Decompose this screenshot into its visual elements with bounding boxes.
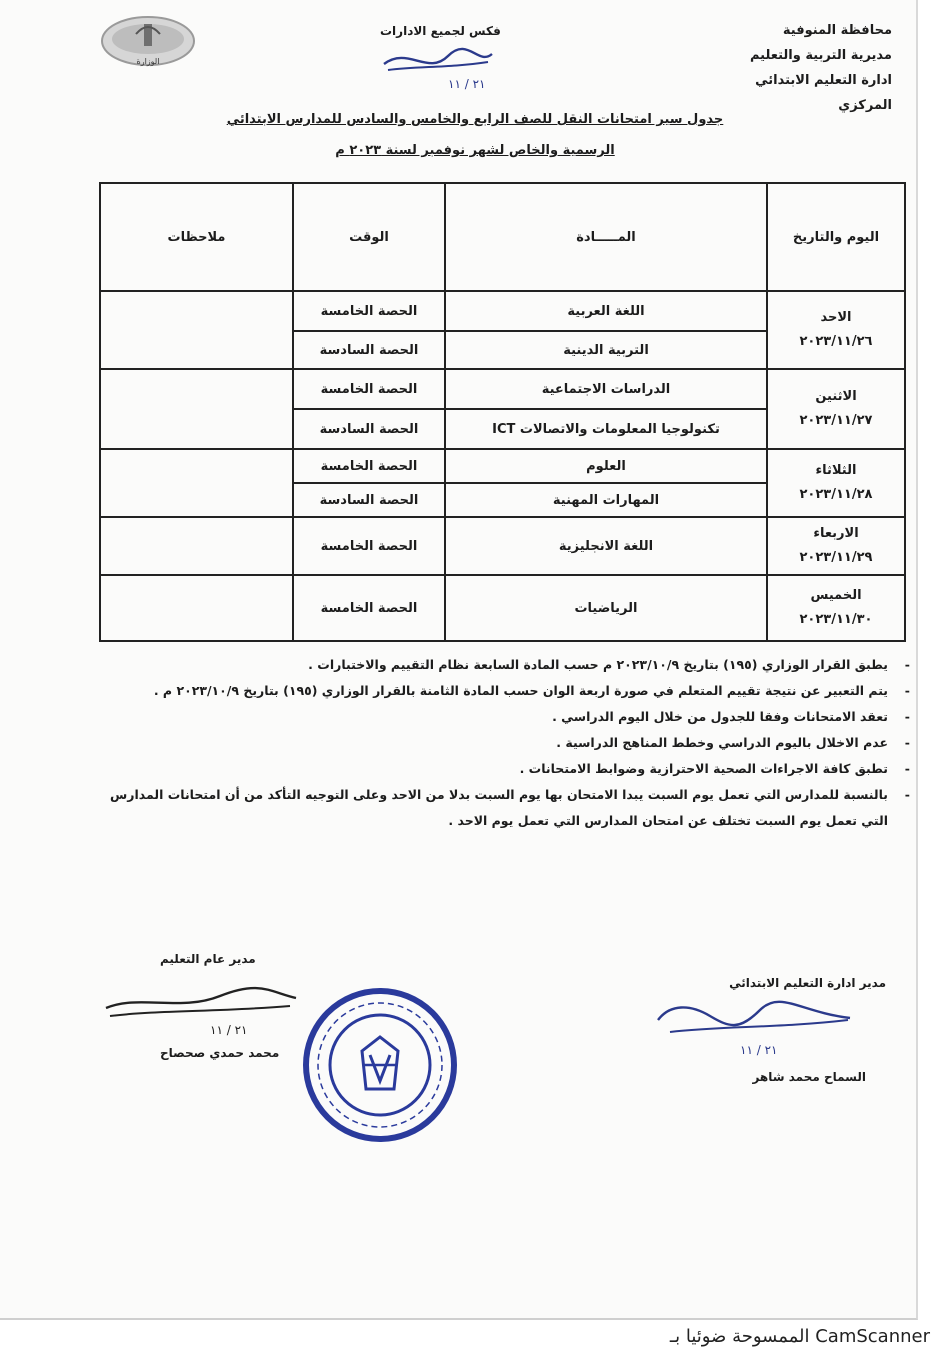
header-notes: ملاحظات	[100, 183, 293, 291]
header-line-governorate: محافظة المنوفية	[782, 23, 892, 38]
time-cell: الحصة السادسة	[293, 409, 445, 449]
notes-cell	[100, 449, 293, 517]
time-cell: الحصة الخامسة	[293, 369, 445, 409]
fax-note: فكس لجميع الادارات	[380, 24, 501, 38]
subject-cell: اللغة الانجليزية	[445, 517, 767, 575]
table-row	[100, 517, 905, 575]
subject-cell: الدراسات الاجتماعية	[445, 369, 767, 409]
day-cell-tuesday	[767, 449, 905, 517]
notes-cell	[100, 575, 293, 641]
subject-cell: المهارات المهنية	[445, 483, 767, 517]
day-date: ٢٠٢٣/١١/٢٩	[799, 550, 873, 565]
table-header-row	[100, 183, 905, 291]
primary-director-signature	[650, 990, 860, 1060]
day-name: الاحد	[820, 310, 852, 325]
subject-cell: العلوم	[445, 449, 767, 483]
header-line-directorate: مديرية التربية والتعليم	[749, 48, 892, 63]
exam-schedule-table	[99, 182, 906, 642]
day-cell-monday	[767, 369, 905, 449]
day-name: الاربعاء	[813, 526, 859, 541]
top-signature	[378, 36, 498, 108]
subject-cell: الرياضيات	[445, 575, 767, 641]
day-date: ٢٠٢٣/١١/٢٨	[799, 487, 873, 502]
notes-cell	[100, 291, 293, 369]
list-item: - تطبق كافة الاجراءات الصحية الاحترازية وضوابط الامتحانات .	[100, 756, 912, 782]
day-name: الثلاثاء	[815, 463, 857, 478]
table-row	[100, 291, 905, 331]
time-cell: الحصة السادسة	[293, 483, 445, 517]
time-cell: الحصة السادسة	[293, 331, 445, 369]
ministry-logo	[100, 14, 196, 70]
list-item: - عدم الاخلال باليوم الدراسي وخطط المناهج الدراسية .	[100, 730, 912, 756]
title-line-2: الرسمية والخاص لشهر نوفمبر لسنة ٢٠٢٣ م	[335, 143, 615, 158]
day-name: الاثنين	[815, 389, 857, 404]
day-cell-sunday	[767, 291, 905, 369]
day-date: ٢٠٢٣/١١/٢٧	[799, 413, 873, 428]
subject-cell: اللغة العربية	[445, 291, 767, 331]
header-time: الوقت	[293, 183, 445, 291]
day-cell-wednesday	[767, 517, 905, 575]
subject-cell: التربية الدينية	[445, 331, 767, 369]
general-education-director-name: محمد حمدي صحصاح	[160, 1046, 280, 1060]
subject-cell: تكنولوجيا المعلومات والاتصالات ICT	[445, 409, 767, 449]
header-day-date: اليوم والتاريخ	[767, 183, 905, 291]
primary-education-director-title: مدير ادارة التعليم الابتدائي	[729, 976, 886, 990]
day-cell-thursday	[767, 575, 905, 641]
header-line-administration: ادارة التعليم الابتدائي المركزي	[755, 73, 892, 113]
time-cell: الحصة الخامسة	[293, 517, 445, 575]
instructions-list	[100, 652, 912, 834]
list-item: - يطبق القرار الوزاري (١٩٥) بتاريخ ٢٠٢٣/١٠/٩ م حسب المادة السابعة نظام التقييم والاختبارات .	[100, 652, 912, 678]
header-subject: المـــــادة	[445, 183, 767, 291]
table-row	[100, 449, 905, 483]
primary-education-director-name: السماح محمد شاهر	[752, 1070, 866, 1084]
day-date: ٢٠٢٣/١١/٢٦	[799, 334, 873, 349]
camscanner-footer: الممسوحة ضوئيا بـ CamScanner	[669, 1326, 930, 1347]
table-row	[100, 369, 905, 409]
day-date: ٢٠٢٣/١١/٣٠	[799, 612, 873, 627]
time-cell: الحصة الخامسة	[293, 575, 445, 641]
institution-header	[702, 18, 892, 118]
list-item: - بالنسبة للمدارس التي تعمل يوم السبت يبدا الامتحان بها يوم السبت بدلا من الاحد وعلى التوجيه التأكد من أن امتحانات المدارس التي تعمل يوم السبت تختلف عن امتحان المدارس التي تعمل يوم الاحد .	[100, 782, 912, 834]
title-line-1: جدول سير امتحانات النقل للصف الرابع والخامس والسادس للمدارس الابتدائي	[226, 112, 724, 127]
logo-caption: الوزارة	[136, 57, 160, 66]
list-item: - تعقد الامتحانات وفقا للجدول من خلال اليوم الدراسي .	[100, 704, 912, 730]
official-seal	[300, 985, 460, 1145]
table-row	[100, 575, 905, 641]
notes-cell	[100, 369, 293, 449]
general-education-director-title: مدير عام التعليم	[160, 952, 256, 966]
day-name: الخميس	[810, 588, 862, 603]
svg-text:٢١ / ١١: ٢١ / ١١	[448, 77, 486, 91]
time-cell: الحصة الخامسة	[293, 449, 445, 483]
general-director-signature	[100, 972, 300, 1042]
svg-text:٢١ / ١١: ٢١ / ١١	[740, 1043, 778, 1057]
time-cell: الحصة الخامسة	[293, 291, 445, 331]
svg-text:٢١ / ١١: ٢١ / ١١	[210, 1023, 248, 1037]
list-item: - يتم التعبير عن نتيجة تقييم المتعلم في صورة اربعة الوان حسب المادة الثامنة بالقرار الوزاري (١٩٥) بتاريخ ٢٠٢٣/١٠/٩ م .	[100, 678, 912, 704]
notes-cell	[100, 517, 293, 575]
